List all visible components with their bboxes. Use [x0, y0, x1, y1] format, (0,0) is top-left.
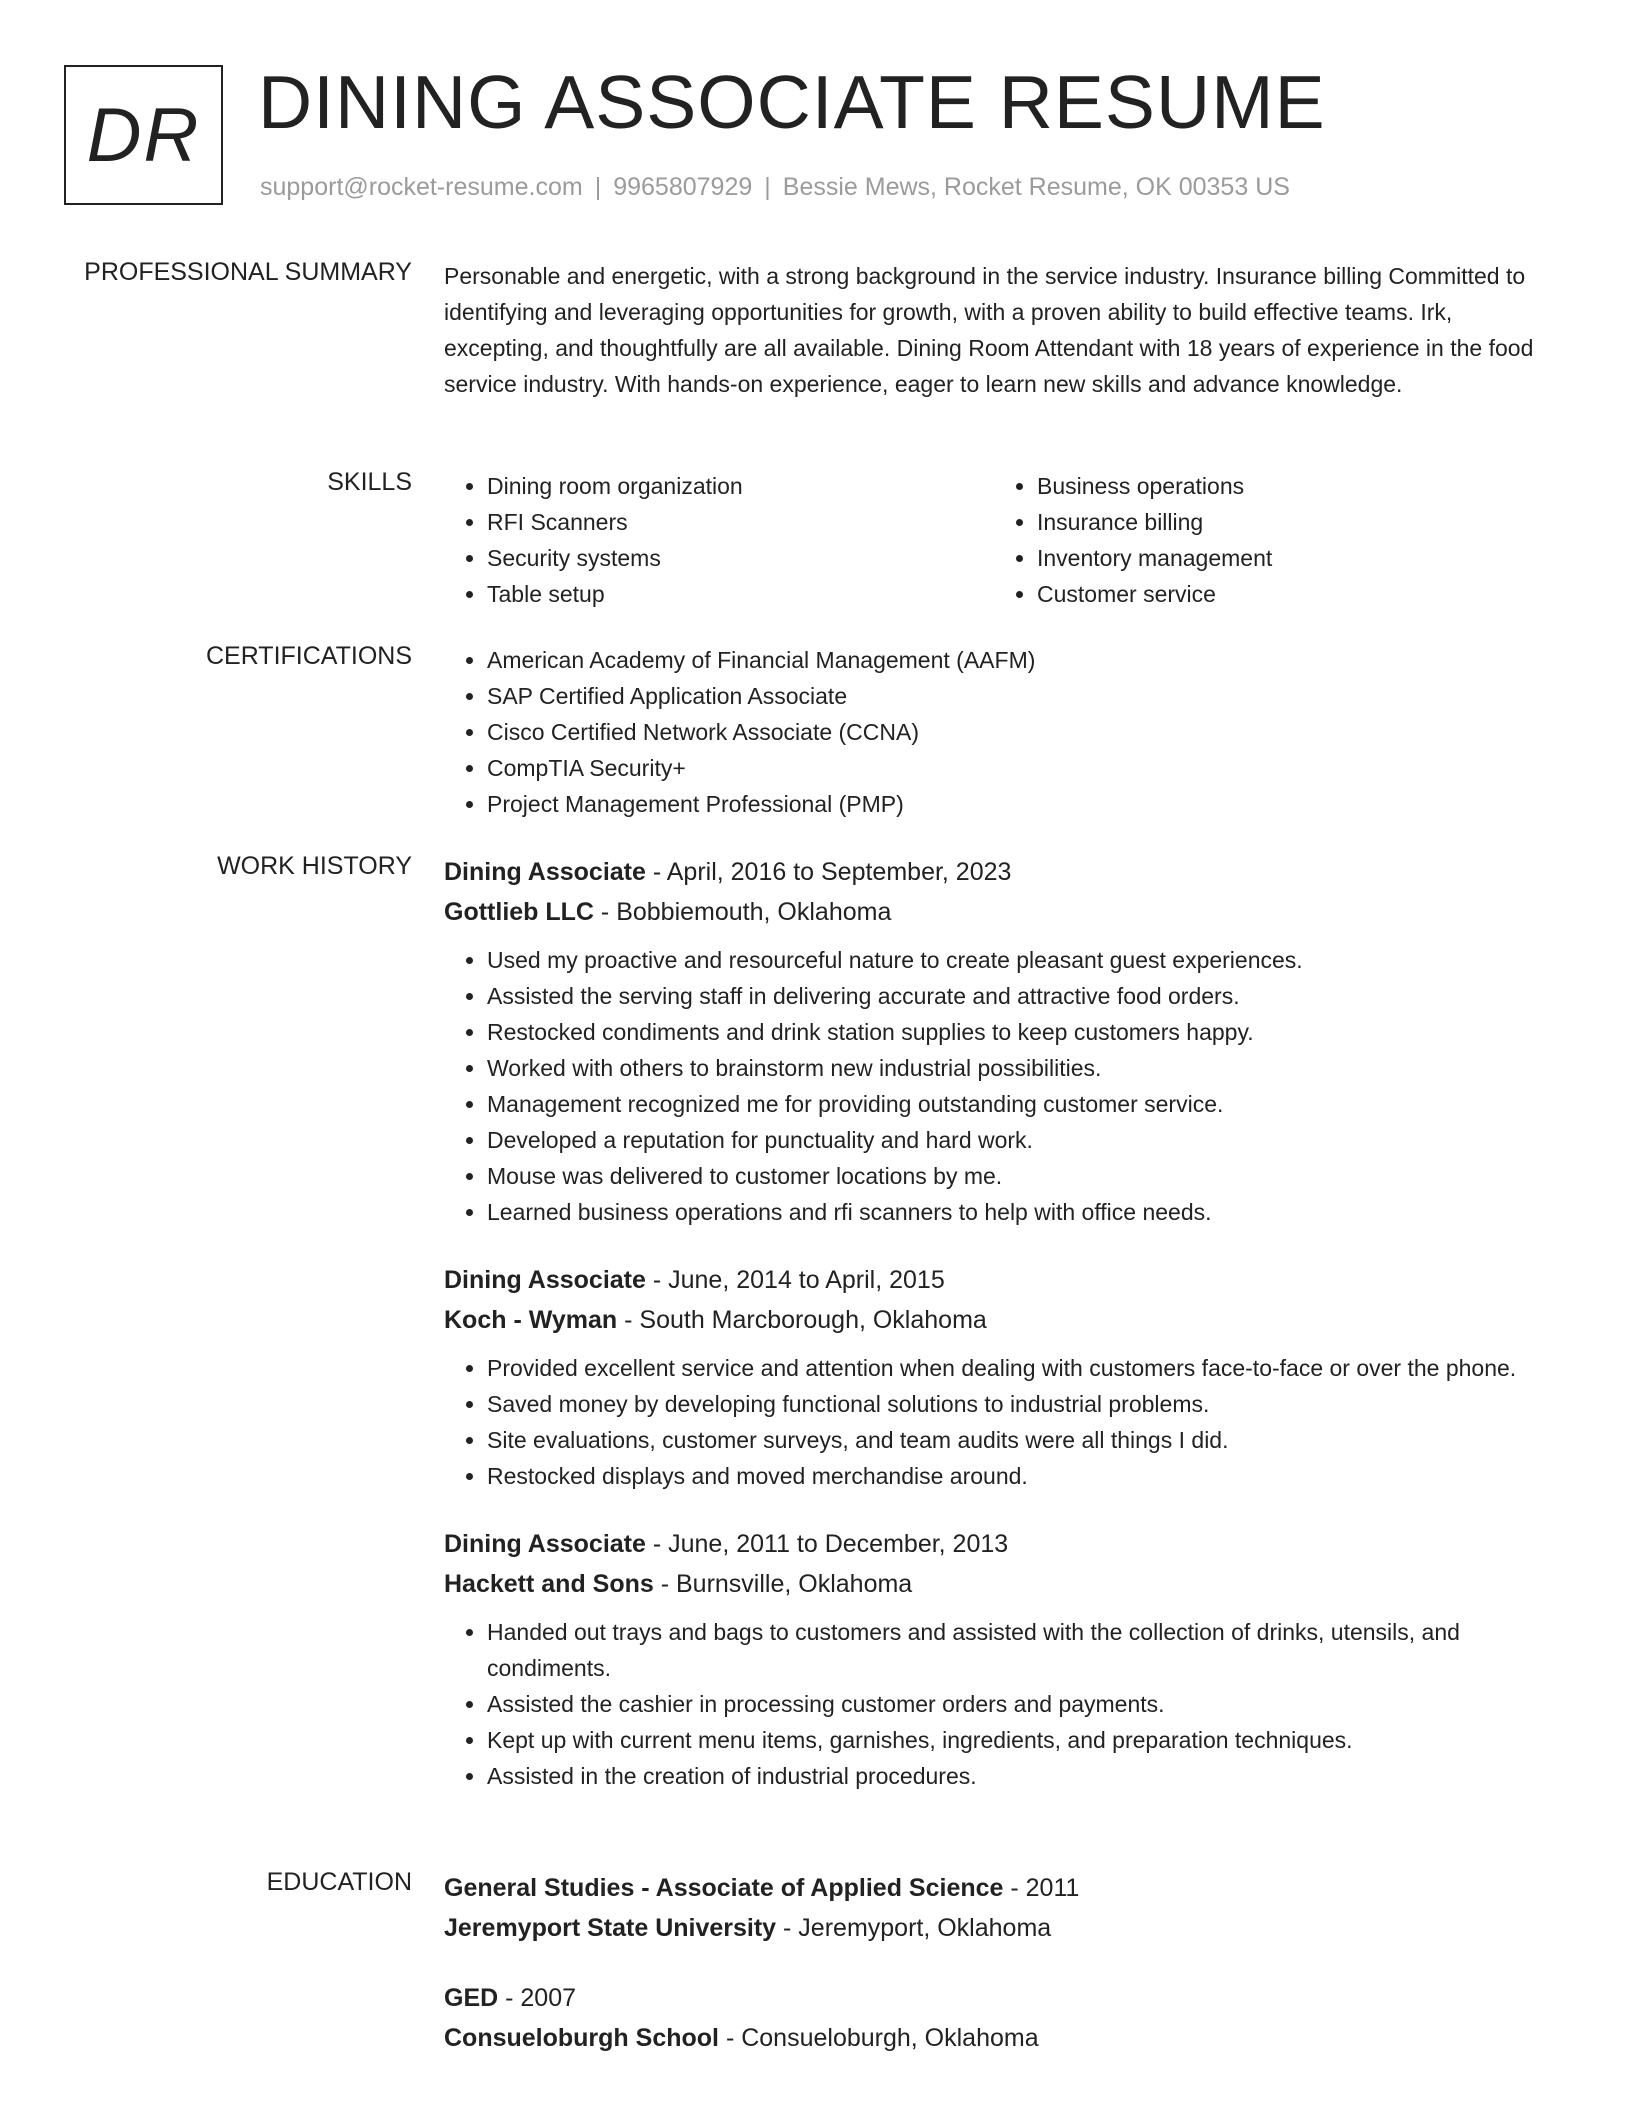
- certifications-body: [444, 642, 1544, 822]
- job-entry: [444, 1260, 1544, 1494]
- skill-item: • Table setup: [487, 576, 994, 612]
- job-bullet: • Kept up with current menu items, garnishes, ingredients, and preparation techniques.: [487, 1722, 1544, 1758]
- education-degree-line: [444, 1978, 1544, 2018]
- skills-grid: [444, 468, 1544, 612]
- education-year: - 2007: [498, 1984, 577, 2012]
- job-company: Hackett and Sons: [444, 1570, 654, 1598]
- skill-item: • Business operations: [1037, 468, 1544, 504]
- job-title: Dining Associate: [444, 1266, 646, 1294]
- job-bullet: • Assisted the cashier in processing customer orders and payments.: [487, 1686, 1544, 1722]
- section-label-skills: SKILLS: [327, 468, 412, 496]
- certification-item: • American Academy of Financial Management (AAFM): [487, 642, 1544, 678]
- contact-separator: |: [594, 173, 602, 201]
- resume-header: [64, 60, 1564, 210]
- education-school: Jeremyport State University: [444, 1914, 777, 1942]
- skill-item: • Dining room organization: [487, 468, 994, 504]
- job-bullet: • Handed out trays and bags to customers and assisted with the collection of drinks, utensils, and condiments.: [487, 1614, 1544, 1686]
- contact-separator: |: [764, 173, 771, 201]
- job-dates: - June, 2011 to December, 2013: [645, 1530, 1009, 1558]
- skill-item: • Insurance billing: [1037, 504, 1544, 540]
- job-bullet: • Used my proactive and resourceful nature to create pleasant guest experiences.: [487, 942, 1544, 978]
- education-degree: General Studies - Associate of Applied Science: [444, 1874, 1004, 1902]
- education-school-line: [444, 2018, 1544, 2058]
- summary-body: [444, 258, 1544, 402]
- job-bullet: • Mouse was delivered to customer locations by me.: [487, 1158, 1544, 1194]
- skills-list-right: [994, 468, 1544, 612]
- education-entry: [444, 1868, 1544, 1948]
- education-body: [444, 1868, 1544, 2088]
- contact-phone: 9965807929: [613, 173, 753, 201]
- job-company-line: [444, 1300, 1544, 1340]
- job-bullets: [444, 942, 1544, 1230]
- monogram-badge: DR: [64, 65, 223, 205]
- skill-item: • Security systems: [487, 540, 994, 576]
- job-location: - Burnsville, Oklahoma: [653, 1570, 913, 1598]
- section-label-certifications: CERTIFICATIONS: [205, 642, 412, 670]
- skill-item: • Customer service: [1037, 576, 1544, 612]
- job-title: Dining Associate: [444, 858, 646, 886]
- education-degree: GED: [444, 1984, 499, 2012]
- contact-line: [260, 173, 1290, 202]
- job-company-line: [444, 892, 1544, 932]
- job-company-line: [444, 1564, 1544, 1604]
- contact-email: support@rocket-resume.com: [260, 173, 583, 201]
- education-entry: [444, 1978, 1544, 2058]
- job-company: Koch - Wyman: [444, 1306, 618, 1334]
- job-dates: - April, 2016 to September, 2023: [645, 858, 1012, 886]
- job-company: Gottlieb LLC: [444, 898, 594, 926]
- job-bullet: • Site evaluations, customer surveys, and team audits were all things I did.: [487, 1422, 1544, 1458]
- education-school: Consueloburgh School: [444, 2024, 719, 2052]
- job-title-line: [444, 1524, 1544, 1564]
- certifications-list: [444, 642, 1544, 822]
- section-label-work-history: WORK HISTORY: [217, 852, 412, 880]
- job-dates: - June, 2014 to April, 2015: [645, 1266, 945, 1294]
- job-entry: [444, 852, 1544, 1230]
- job-bullet: • Saved money by developing functional solutions to industrial problems.: [487, 1386, 1544, 1422]
- section-label-education: EDUCATION: [266, 1868, 412, 1896]
- section-label-summary: PROFESSIONAL SUMMARY: [84, 258, 412, 286]
- job-bullet: • Assisted the serving staff in delivering accurate and attractive food orders.: [487, 978, 1544, 1014]
- education-location: - Jeremyport, Oklahoma: [776, 1914, 1052, 1942]
- skill-item: • Inventory management: [1037, 540, 1544, 576]
- certification-item: • CompTIA Security+: [487, 750, 1544, 786]
- job-bullet: • Assisted in the creation of industrial procedures.: [487, 1758, 1544, 1794]
- education-school-line: [444, 1908, 1544, 1948]
- job-title: Dining Associate: [444, 1530, 646, 1558]
- work-history-body: [444, 852, 1544, 1824]
- job-bullet: • Management recognized me for providing outstanding customer service.: [487, 1086, 1544, 1122]
- job-bullets: [444, 1614, 1544, 1794]
- job-bullet: • Restocked displays and moved merchandise around.: [487, 1458, 1544, 1494]
- certification-item: • SAP Certified Application Associate: [487, 678, 1544, 714]
- summary-text: Personable and energetic, with a strong background in the service industry. Insurance billing Committed to identifying and leveraging opportunities for growth, with a proven ability to build effective teams. Irk, excepting, and thoughtfully are all available. Dining Room Attendant with 18 years of experience in the food service industry. With hands-on experience, eager to learn new skills and advance knowledge.: [444, 263, 1534, 397]
- job-title-line: [444, 1260, 1544, 1300]
- page-title: DINING ASSOCIATE RESUME: [258, 60, 1326, 144]
- job-bullet: • Restocked condiments and drink station supplies to keep customers happy.: [487, 1014, 1544, 1050]
- job-bullets: [444, 1350, 1544, 1494]
- certification-item: • Cisco Certified Network Associate (CCNA): [487, 714, 1544, 750]
- job-bullet: • Worked with others to brainstorm new industrial possibilities.: [487, 1050, 1544, 1086]
- job-title-line: [444, 852, 1544, 892]
- job-entry: [444, 1524, 1544, 1794]
- skill-item: • RFI Scanners: [487, 504, 994, 540]
- certification-item: • Project Management Professional (PMP): [487, 786, 1544, 822]
- job-bullet: • Provided excellent service and attention when dealing with customers face-to-face or over the phone.: [487, 1350, 1544, 1386]
- job-location: - South Marcborough, Oklahoma: [617, 1306, 987, 1334]
- education-degree-line: [444, 1868, 1544, 1908]
- job-bullet: • Developed a reputation for punctuality and hard work.: [487, 1122, 1544, 1158]
- job-bullet: • Learned business operations and rfi scanners to help with office needs.: [487, 1194, 1544, 1230]
- job-location: - Bobbiemouth, Oklahoma: [593, 898, 892, 926]
- education-location: - Consueloburgh, Oklahoma: [719, 2024, 1039, 2052]
- education-year: - 2011: [1003, 1874, 1080, 1902]
- skills-list-left: [444, 468, 994, 612]
- contact-address: Bessie Mews, Rocket Resume, OK 00353 US: [782, 173, 1290, 201]
